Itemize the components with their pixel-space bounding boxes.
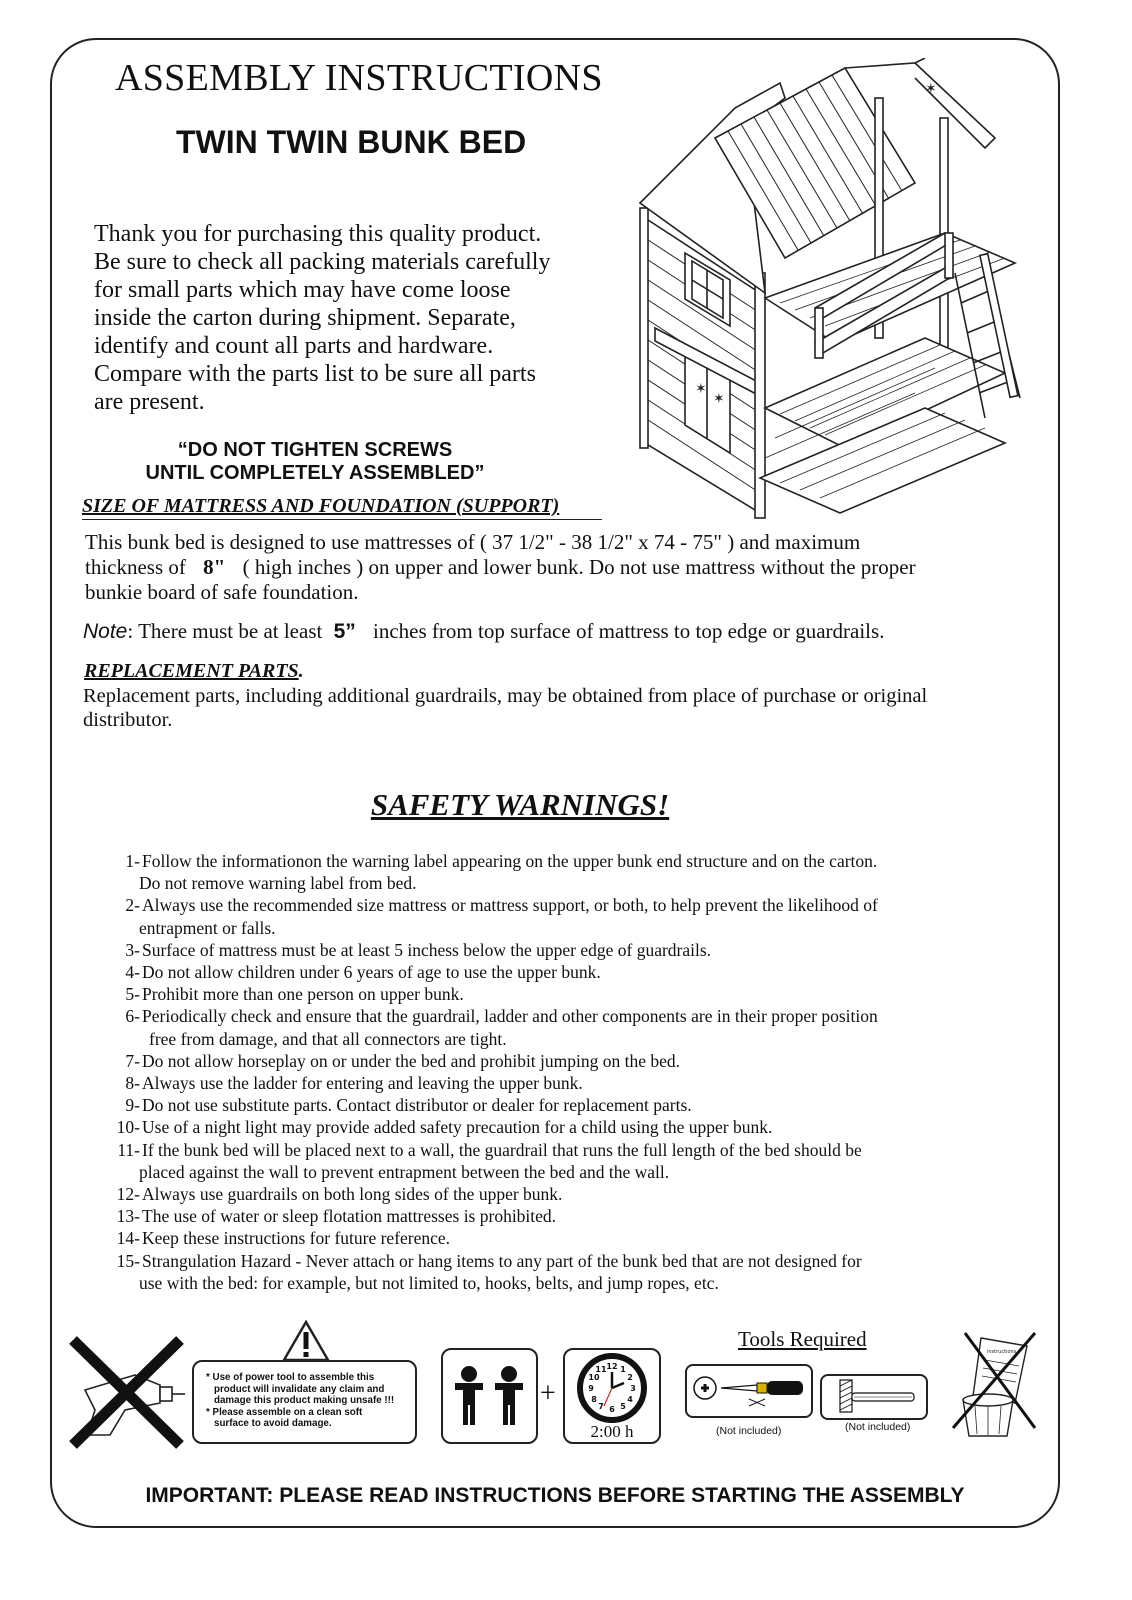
warning-number: 13- — [116, 1206, 140, 1227]
warning-item — [110, 1250, 1010, 1272]
warning-item — [110, 1050, 1010, 1072]
clock-number: 7 — [598, 1402, 604, 1411]
warning-item — [110, 850, 1010, 872]
mattress-paragraph — [85, 530, 916, 605]
warning-text: Always use guardrails on both long sides of the upper bunk. — [142, 1184, 563, 1205]
intro-line: Thank you for purchasing this quality product. — [94, 221, 542, 247]
screwdriver-icon — [687, 1366, 811, 1416]
mattress-text: ( high inches ) on upper and lower bunk. Do not use mattress without the proper — [242, 555, 916, 579]
mattress-line — [85, 555, 916, 580]
mattress-text: thickness of — [85, 555, 186, 579]
notice-line: “DO NOT TIGHTEN SCREWS — [177, 439, 453, 461]
mattress-note — [83, 619, 884, 644]
screwdriver-note: (Not included) — [716, 1425, 782, 1437]
warning-number: 3- — [125, 939, 140, 960]
warning-number: 15- — [116, 1250, 140, 1271]
product-name: TWIN TWIN BUNK BED — [176, 124, 527, 160]
replacement-heading — [84, 660, 304, 683]
hex-key-icon — [822, 1376, 926, 1418]
warning-number: 11- — [117, 1139, 140, 1160]
warning-number: 1- — [125, 851, 140, 871]
tools-heading: Tools Required — [738, 1327, 867, 1351]
clock-number: 11 — [595, 1365, 607, 1374]
discard-sign-label: instructions — [987, 1349, 1017, 1355]
warning-item — [110, 1205, 1010, 1227]
warning-number: 2- — [125, 895, 140, 916]
warning-number: 7- — [125, 1050, 140, 1071]
warning-number: 6- — [125, 1006, 140, 1027]
mattress-section-heading: SIZE OF MATTRESS AND FOUNDATION (SUPPORT) — [82, 495, 560, 517]
warning-item — [110, 939, 1010, 961]
warning-number: 4- — [125, 962, 140, 983]
note-text: inches from top surface of mattress to top edge or guardrails. — [373, 619, 885, 643]
do-not-tighten-notice — [80, 439, 550, 485]
warning-text: Do not allow horseplay on or under the bed and prohibit jumping on the bed. — [142, 1050, 681, 1071]
page-title: ASSEMBLY INSTRUCTIONS — [115, 57, 603, 99]
warning-text-cont: entrapment or falls. — [139, 917, 276, 938]
clock-number: 8 — [591, 1395, 597, 1404]
warning-number: 10- — [116, 1117, 140, 1138]
clock-number: 2 — [627, 1373, 633, 1382]
svg-text:✶: ✶ — [695, 381, 707, 397]
replacement-heading-text: REPLACEMENT PARTS — [84, 660, 299, 682]
warning-item — [110, 961, 1010, 983]
warning-text: Prohibit more than one person on upper bunk. — [142, 984, 464, 1005]
clock-number: 1 — [620, 1365, 626, 1374]
plus-sign: + — [540, 1378, 556, 1409]
intro-line: identify and count all parts and hardware. — [94, 333, 494, 359]
notice-text: surface to avoid damage. — [214, 1418, 332, 1429]
clock-number: 12 — [606, 1362, 618, 1371]
intro-line: Compare with the parts list to be sure all parts — [94, 361, 536, 387]
replacement-paragraph — [83, 684, 927, 732]
safety-heading: SAFETY WARNINGS! — [370, 787, 670, 822]
power-tool-notice — [192, 1360, 417, 1444]
notice-line: UNTIL COMPLETELY ASSEMBLED” — [145, 462, 485, 484]
warning-text: Always use the ladder for entering and leaving the upper bunk. — [142, 1073, 583, 1094]
warning-item — [110, 983, 1010, 1005]
clock-number: 6 — [609, 1405, 615, 1414]
warning-text: Do not allow children under 6 years of age to use the upper bunk. — [142, 962, 601, 983]
warning-text-cont: placed against the wall to prevent entrapment between the bed and the wall. — [139, 1161, 670, 1182]
warning-item — [110, 1072, 1010, 1094]
assembly-time-box — [563, 1348, 661, 1444]
clock-number: 9 — [588, 1384, 594, 1393]
hex-key-box — [820, 1374, 928, 1420]
note-text: : There must be at least — [127, 619, 323, 643]
warning-text: If the bunk bed will be placed next to a wall, the guardrail that runs the full length of the bed should be — [142, 1139, 862, 1160]
intro-line: inside the carton during shipment. Separate, — [94, 305, 516, 331]
warning-number: 8- — [125, 1073, 140, 1094]
mattress-line: This bunk bed is designed to use mattresses of ( 37 1/2" - 38 1/2" x 74 - 75" ) and maximum — [85, 530, 861, 554]
warning-item — [110, 1183, 1010, 1205]
notice-text: damage this product making unsafe !!! — [214, 1395, 395, 1406]
warning-item — [110, 1139, 1010, 1161]
warning-item — [110, 1094, 1010, 1116]
notice-text: * Use of power tool to assemble this — [206, 1372, 375, 1383]
warning-text: Keep these instructions for future reference. — [142, 1228, 451, 1249]
two-persons-box — [441, 1348, 538, 1444]
svg-text:✶: ✶ — [713, 391, 725, 407]
warning-text-cont: use with the bed: for example, but not limited to, hooks, belts, and jump ropes, etc. — [139, 1272, 719, 1293]
warning-text: Use of a night light may provide added safety precaution for a child using the upper bunk. — [142, 1117, 773, 1138]
important-footer: IMPORTANT: PLEASE READ INSTRUCTIONS BEFORE STARTING THE ASSEMBLY — [145, 1484, 965, 1507]
two-persons-icon — [443, 1350, 536, 1442]
warning-number: 9- — [125, 1095, 140, 1116]
note-value: 5” — [333, 620, 356, 643]
hex-key-note: (Not included) — [845, 1421, 911, 1433]
warning-item — [110, 894, 1010, 916]
do-not-discard-instructions-icon — [945, 1328, 1040, 1443]
replacement-heading-suffix: . — [298, 660, 304, 682]
warning-text: Always use the recommended size mattress or mattress support, or both, to help prevent the likelihood of — [142, 895, 878, 916]
warning-item — [110, 1116, 1010, 1138]
mattress-line: bunkie board of safe foundation. — [85, 580, 359, 604]
screwdriver-box — [685, 1364, 813, 1418]
bunk-bed-illustration — [615, 58, 1035, 528]
intro-line: are present. — [94, 389, 205, 415]
warning-text: Follow the informationon the warning label appearing on the upper bunk end structure and on the carton. — [142, 851, 878, 871]
notice-text: * Please assemble on a clean soft — [206, 1406, 363, 1418]
warning-text: The use of water or sleep flotation mattresses is prohibited. — [142, 1206, 557, 1227]
assembly-time: 2:00 h — [590, 1422, 634, 1441]
replacement-line: Replacement parts, including additional guardrails, may be obtained from place of purchase or original — [83, 685, 928, 707]
note-label: Note — [83, 620, 128, 643]
warning-triangle-icon — [282, 1320, 330, 1362]
clock-number: 4 — [627, 1395, 633, 1404]
clock-number: 3 — [630, 1384, 636, 1393]
warning-text: Periodically check and ensure that the guardrail, ladder and other components are in their proper position — [142, 1006, 878, 1027]
svg-text:✶: ✶ — [925, 81, 937, 97]
intro-paragraph — [94, 220, 614, 416]
warning-item — [110, 1227, 1010, 1249]
warning-text: Surface of mattress must be at least 5 inchess below the upper edge of guardrails. — [142, 939, 712, 960]
warning-text-cont: free from damage, and that all connectors are tight. — [149, 1028, 507, 1049]
intro-line: Be sure to check all packing materials carefully — [94, 249, 551, 275]
warning-text: Strangulation Hazard - Never attach or hang items to any part of the bunk bed that are not designed for — [142, 1250, 862, 1271]
warning-text: Do not use substitute parts. Contact distributor or dealer for replacement parts. — [142, 1095, 692, 1116]
warning-text-cont: Do not remove warning label from bed. — [139, 873, 417, 894]
intro-line: for small parts which may have come loose — [94, 277, 511, 303]
no-power-drill-icon — [65, 1335, 190, 1450]
warning-item — [110, 1005, 1010, 1027]
warning-number: 14- — [116, 1228, 140, 1249]
safety-warnings-list — [110, 850, 1010, 1294]
clock-icon — [568, 1352, 656, 1424]
warning-number: 12- — [116, 1184, 140, 1205]
warning-number: 5- — [125, 984, 140, 1005]
replacement-line: distributor. — [83, 709, 173, 731]
mattress-thickness-value: 8" — [203, 555, 226, 579]
notice-text: product will invalidate any claim and — [214, 1383, 385, 1395]
heading-rule — [82, 519, 602, 520]
clock-number: 10 — [588, 1373, 600, 1382]
clock-number: 5 — [620, 1402, 626, 1411]
